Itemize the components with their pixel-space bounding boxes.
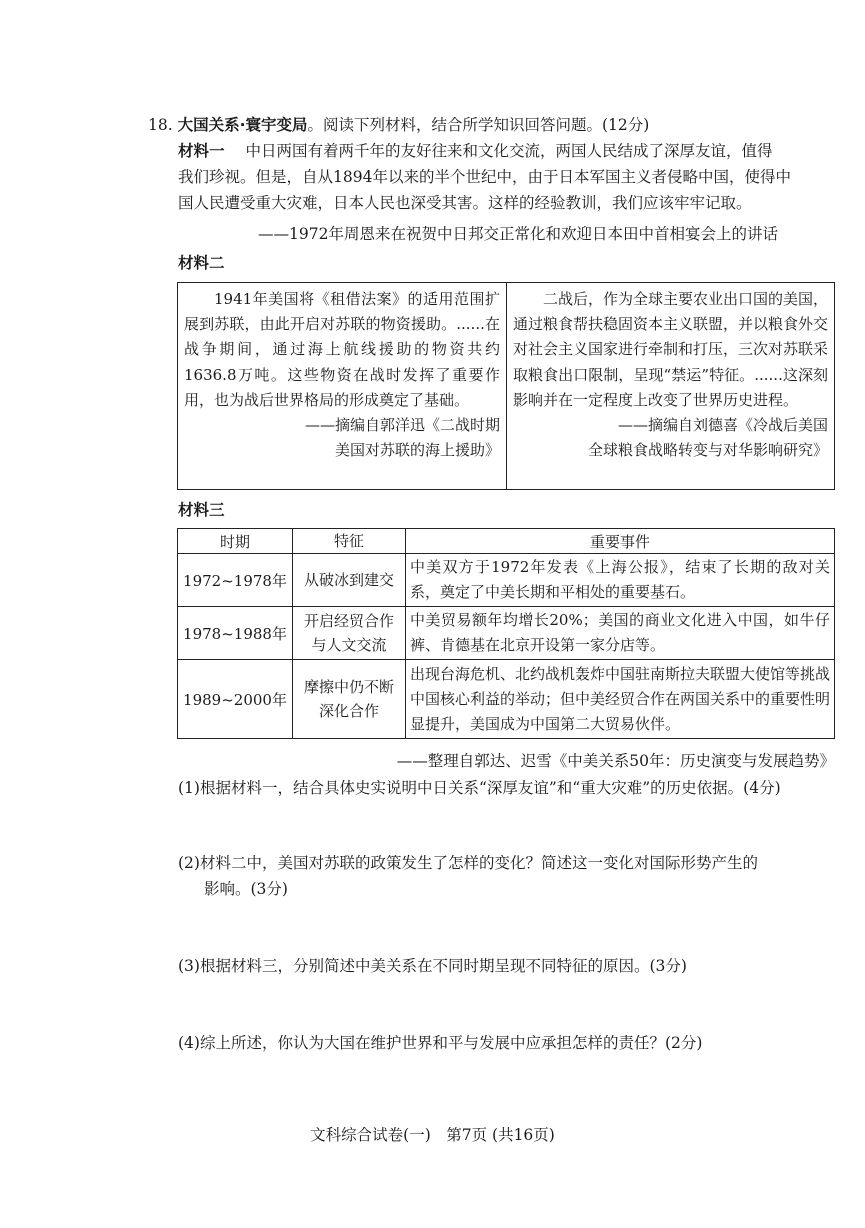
material2-right-source2: 全球粮食战略转变与对华影响研究》 xyxy=(587,441,828,460)
sub-question-1: (1)根据材料一，结合具体史实说明中日关系“深厚友谊”和“重大灾难”的历史依据。(4分) xyxy=(178,779,781,797)
question-number: 18. xyxy=(148,116,173,134)
header-period: 时期 xyxy=(178,529,293,554)
material2-right-text: 二战后，作为全球主要农业出口国的美国，通过粮食帮扶稳固资本主义联盟，并以粮食外交对社会主义国家进行牵制和打压，三次对苏联采取粮食出口限制，呈现“禁运”特征。......这深刻影响并在一定程度上改变了世界历史进程。 xyxy=(513,290,829,409)
question-heading xyxy=(148,115,649,135)
material3-table xyxy=(177,528,835,739)
table-row xyxy=(178,554,835,607)
sub-question-2-cont: 影响。(3分) xyxy=(204,880,288,898)
material1-label: 材料一 xyxy=(178,142,225,160)
material1-source: ——1972年周恩来在祝贺中日邦交正常化和欢迎日本田中首相宴会上的讲话 xyxy=(258,225,778,243)
material2-left-source2: 美国对苏联的海上援助》 xyxy=(334,441,500,460)
material2-label: 材料二 xyxy=(178,254,225,272)
row-event: 中美双方于1972年发表《上海公报》，结束了长期的敌对关系，奠定了中美长期和平相处的重要基石。 xyxy=(406,554,835,607)
sub-question-3: (3)根据材料三，分别简述中美关系在不同时期呈现不同特征的原因。(3分) xyxy=(178,957,687,975)
row-event: 出现台海危机、北约战机轰炸中国驻南斯拉夫联盟大使馆等挑战中国核心利益的举动；但中美经贸合作在两国关系中的重要性明显提升，美国成为中国第二大贸易伙伴。 xyxy=(406,660,835,739)
row-feature: 开启经贸合作 与人文交流 xyxy=(293,607,406,660)
table-row xyxy=(178,607,835,660)
page-footer: 文科综合试卷(一) 第7页 (共16页) xyxy=(310,1126,555,1144)
row-period: 1978~1988年 xyxy=(178,607,293,660)
material2-right-cell xyxy=(507,283,834,489)
material3-source: ——整理自郭达、迟雪《中美关系50年：历史演变与发展趋势》 xyxy=(396,752,835,770)
header-event: 重要事件 xyxy=(406,529,835,554)
question-intro: 。阅读下列材料，结合所学知识回答问题。(12分) xyxy=(307,116,650,134)
row-period: 1989~2000年 xyxy=(178,660,293,739)
row-event: 中美贸易额年均增长20%；美国的商业文化进入中国，如牛仔裤、肯德基在北京开设第一家分店等。 xyxy=(406,607,835,660)
material2-left-text: 1941年美国将《租借法案》的适用范围扩展到苏联，由此开启对苏联的物资援助。......在战争期间，通过海上航线援助的物资共约1636.8万吨。这些物资在战时发挥了重要作用，也为战后世界格局的形成奠定了基础。 xyxy=(184,290,500,409)
material1-line1: 材料一 中日两国有着两千年的友好往来和文化交流，两国人民结成了深厚友谊，值得 xyxy=(178,142,773,160)
row-feature: 摩擦中仍不断 深化合作 xyxy=(293,660,406,739)
material2-right-source1: ——摘编自刘德喜《冷战后美国 xyxy=(617,416,828,435)
row-period: 1972~1978年 xyxy=(178,554,293,607)
material1-line3: 国人民遭受重大灾难，日本人民也深受其害。这样的经验教训，我们应该牢牢记取。 xyxy=(178,194,752,212)
material3-label: 材料三 xyxy=(178,501,225,519)
material2-left-cell xyxy=(178,283,507,489)
sub-question-2: (2)材料二中，美国对苏联的政策发生了怎样的变化？简述这一变化对国际形势产生的 xyxy=(178,854,758,872)
row-feature: 从破冰到建交 xyxy=(293,554,406,607)
material1-line2: 我们珍视。但是，自从1894年以来的半个世纪中，由于日本军国主义者侵略中国，使得中 xyxy=(178,168,791,186)
question-title: 大国关系·寰宇变局 xyxy=(177,116,308,134)
table-header-row xyxy=(178,529,835,554)
table-row xyxy=(178,660,835,739)
material2-left-source1: ——摘编自郭洋迅《二战时期 xyxy=(304,416,500,435)
sub-question-4: (4)综上所述，你认为大国在维护世界和平与发展中应承担怎样的责任？(2分) xyxy=(178,1034,703,1052)
material2-table xyxy=(177,282,835,490)
header-feature: 特征 xyxy=(293,529,406,554)
